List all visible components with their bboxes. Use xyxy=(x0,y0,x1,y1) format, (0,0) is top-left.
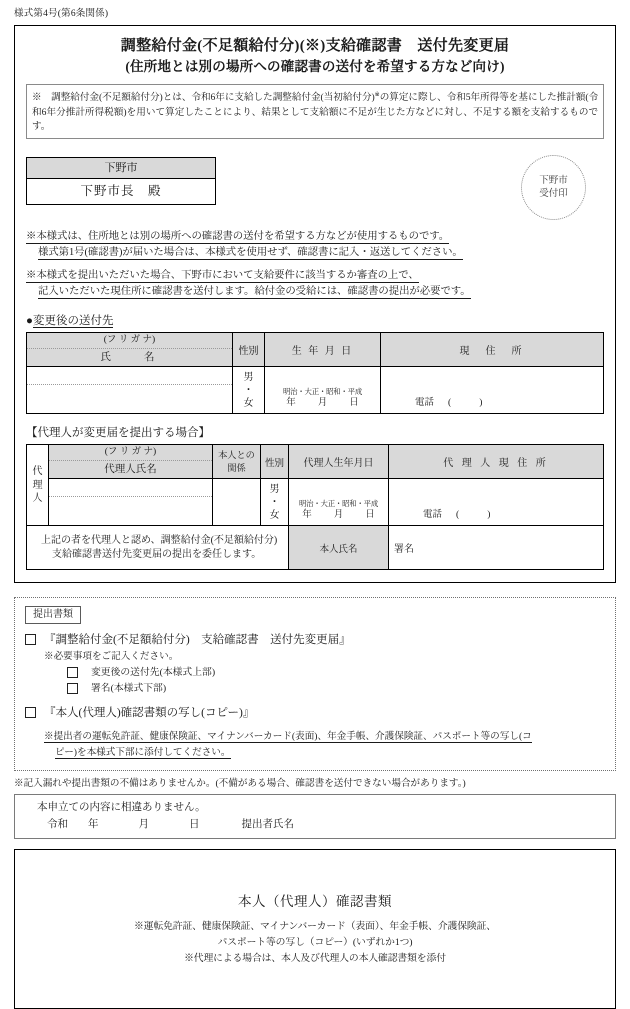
agent-era-options[interactable]: 明治・大正・昭和・平成 xyxy=(298,499,379,509)
addressee-row xyxy=(26,157,604,220)
agent-relation-header xyxy=(213,445,261,479)
page-title: 調整給付金(不足額給付分)(※)支給確認書 送付先変更届 xyxy=(120,38,510,54)
receipt-stamp-line2: 受付印 xyxy=(539,188,568,199)
agent-furigana-header: (フ リ ガ ナ) xyxy=(49,445,212,461)
document-item-1-note: ※必要事項をご記入ください。 xyxy=(44,651,179,663)
notice-text-2: 様式第1号(確認書)が届いた場合は、本様式を使用せず、確認書に記入・返送してください。 xyxy=(38,247,463,259)
checkbox-subitem-2[interactable] xyxy=(67,683,78,694)
recipient-tel-label: 電話 xyxy=(415,398,435,409)
agent-gender-female[interactable]: 女 xyxy=(269,509,280,521)
consign-statement xyxy=(27,526,289,570)
recipient-address-cell[interactable] xyxy=(381,367,604,414)
notice-line-3 xyxy=(26,268,604,284)
agent-row-label: 代 理 人 xyxy=(27,445,49,526)
agent-header-row xyxy=(27,445,604,479)
id-documents-line3: ※代理による場合は、本人及び代理人の本人確認書類を添付 xyxy=(184,953,446,965)
agent-day: 日 xyxy=(365,510,375,521)
agent-gender-cell[interactable] xyxy=(261,479,289,526)
agent-tel-row[interactable] xyxy=(389,509,603,525)
id-documents-line1: ※運転免許証、健康保険証、マイナンバーカード（表面）、年金手帳、介護保険証、 xyxy=(133,921,496,933)
agent-address-cell[interactable] xyxy=(389,479,604,526)
declaration-year: 年 xyxy=(88,819,99,831)
agent-name-header: 代理人氏名 xyxy=(104,464,157,476)
recipient-tel-row[interactable] xyxy=(381,397,603,413)
signature-cell[interactable] xyxy=(389,526,604,570)
agent-section-heading: 【代理人が変更届を提出する場合】 xyxy=(26,427,210,440)
recipient-heading-text: 変更後の送付先 xyxy=(32,315,114,328)
recipient-era-options[interactable]: 明治・大正・昭和・平成 xyxy=(282,387,363,397)
declaration-day: 日 xyxy=(189,819,200,831)
recipient-input-row xyxy=(27,367,604,414)
recipient-section-heading xyxy=(26,313,604,329)
document-item-2-label: 『本人(代理人)確認書類の写し(コピー)』 xyxy=(44,707,255,720)
principal-name-label: 本人氏名 xyxy=(289,526,389,570)
recipient-furigana-header: (フ リ ガ ナ) xyxy=(27,333,232,349)
agent-table xyxy=(26,444,604,570)
checkbox-document-2[interactable] xyxy=(25,707,36,718)
agent-relation-header-l2: 関係 xyxy=(227,462,246,473)
checkbox-subitem-1[interactable] xyxy=(67,667,78,678)
note-mark: ※ xyxy=(32,92,42,104)
recipient-year: 年 xyxy=(286,398,296,409)
notice-text-4: 記入いただいた現住所に確認書を送付します。給付金の受給には、確認書の提出が必要です。 xyxy=(38,286,471,298)
page-subtitle: (住所地とは別の場所への確認書の送付を希望する方など向け) xyxy=(125,59,505,74)
declaration-submitter-label: 提出者氏名 xyxy=(241,819,294,831)
recipient-furigana-input[interactable] xyxy=(27,367,232,385)
notice-line-1 xyxy=(26,229,604,245)
declaration-month: 月 xyxy=(138,819,149,831)
omission-warning: ※記入漏れや提出書類の不備はありませんか。(不備がある場合、確認書を送付できない場合があります。) xyxy=(14,778,466,790)
note-text-part2: の算定に際し、令和5年所得等を基にした推計額(令和6年分推計所得税額)を用いて算定したことにより、結果として支給額に不足が生じた方などに対し、不足する額を支給するものです。 xyxy=(32,92,598,132)
document-subitem-1-label: 変更後の送付先(本様式上部) xyxy=(91,667,216,679)
recipient-name-header-cell xyxy=(27,333,233,367)
recipient-tel-close: ) xyxy=(479,398,483,409)
agent-relation-cell[interactable] xyxy=(213,479,261,526)
receipt-stamp-line1: 下野市 xyxy=(539,175,568,186)
recipient-tel-open: ( xyxy=(448,398,452,409)
recipient-header-row xyxy=(27,333,604,367)
recipient-name-header: 氏 名 xyxy=(100,352,159,364)
notice-text-3: ※本様式を提出いただいた場合、下野市において支給要件に該当するか審査の上で、 xyxy=(26,270,419,282)
document-subitem-1[interactable] xyxy=(25,665,605,680)
agent-birthdate-header: 代理人生年月日 xyxy=(289,445,389,479)
recipient-month: 月 xyxy=(317,398,328,409)
form-id-label: 様式第4号(第6条関係) xyxy=(14,9,109,19)
document-subitem-2-label: 署名(本様式下部) xyxy=(91,683,167,695)
document-item-2-note-line1: ※提出者の運転免許証、健康保険証、マイナンバーカード(表面)、年金手帳、介護保険証、パスポート等の写し(コ xyxy=(44,731,532,743)
recipient-gender-sep: ・ xyxy=(243,384,254,396)
recipient-birthdate-header: 生 年 月 日 xyxy=(265,333,381,367)
recipient-day: 日 xyxy=(349,398,359,409)
recipient-gender-cell[interactable] xyxy=(233,367,265,414)
agent-name-header-cell xyxy=(49,445,213,479)
id-documents-attachment-box[interactable] xyxy=(14,849,616,1009)
document-item-1[interactable] xyxy=(25,632,605,649)
agent-tel-close: ) xyxy=(487,510,491,521)
main-form-box xyxy=(14,25,616,583)
agent-ymd[interactable] xyxy=(289,509,388,525)
notice-line-4 xyxy=(26,284,604,300)
declaration-statement: 本申立ての内容に相違ありません。 xyxy=(37,802,206,814)
recipient-heading-bullet: ● xyxy=(26,315,33,328)
agent-input-row xyxy=(27,479,604,526)
note-superscript: ※ xyxy=(374,92,380,98)
recipient-gender-male[interactable]: 男 xyxy=(243,371,254,383)
submission-documents-panel xyxy=(14,597,616,771)
agent-birthdate-cell[interactable] xyxy=(289,479,389,526)
addressee-city: 下野市 xyxy=(27,158,215,179)
recipient-address-header: 現 住 所 xyxy=(381,333,604,367)
recipient-table xyxy=(26,332,604,414)
declaration-era: 令和 xyxy=(47,819,68,831)
declaration-date-row[interactable] xyxy=(15,816,615,833)
agent-relation-header-l1: 本人との xyxy=(218,449,255,460)
agent-consign-row xyxy=(27,526,604,570)
document-item-2-note xyxy=(25,729,605,760)
agent-name-input-cell[interactable] xyxy=(49,479,213,526)
note-text-part1: 調整給付金(不足額給付分)とは、令和6年に支給した調整給付金(当初給付分) xyxy=(41,92,375,104)
addressee-box xyxy=(26,157,216,205)
agent-month: 月 xyxy=(333,510,344,521)
consign-line2: 支給確認書送付先変更届の提出を委任します。 xyxy=(52,548,262,560)
notice-line-2 xyxy=(26,245,604,261)
agent-gender-sep: ・ xyxy=(269,496,280,508)
id-documents-title: 本人（代理人）確認書類 xyxy=(238,894,392,910)
recipient-birthdate-cell[interactable] xyxy=(265,367,381,414)
submission-documents-tag: 提出書類 xyxy=(25,606,81,624)
agent-tel-label: 電話 xyxy=(423,510,443,521)
notice-block xyxy=(26,229,604,300)
recipient-gender-female[interactable]: 女 xyxy=(243,397,254,409)
recipient-name-input-cell[interactable] xyxy=(27,367,233,414)
document-item-2-note-line2 xyxy=(44,745,605,761)
document-subitem-2[interactable] xyxy=(25,681,605,696)
declaration-box xyxy=(14,794,616,839)
document-item-2-note-line2-text: ピー)を本様式下部に添付してください。 xyxy=(55,746,231,758)
recipient-gender-header: 性別 xyxy=(233,333,265,367)
recipient-ymd[interactable] xyxy=(265,397,380,413)
agent-furigana-input[interactable] xyxy=(49,479,212,497)
agent-address-header: 代 理 人 現 住 所 xyxy=(389,445,604,479)
id-documents-line2: パスポート等の写し（コピー）(いずれか1つ) xyxy=(217,937,413,949)
receipt-stamp-circle xyxy=(521,155,586,220)
signature-label: 署名 xyxy=(394,543,414,555)
document-item-1-label: 『調整給付金(不足額給付分) 支給確認書 送付先変更届』 xyxy=(44,634,351,647)
consign-line1: 上記の者を代理人と認め、調整給付金(不足額給付分) xyxy=(41,534,278,546)
agent-gender-header: 性別 xyxy=(261,445,289,479)
notice-text-1: ※本様式は、住所地とは別の場所への確認書の送付を希望する方などが使用するものです。 xyxy=(26,231,450,243)
checkbox-document-1[interactable] xyxy=(25,634,36,645)
agent-gender-male[interactable]: 男 xyxy=(269,483,280,495)
agent-tel-open: ( xyxy=(456,510,460,521)
addressee-mayor: 下野市長 殿 xyxy=(80,184,162,199)
agent-year: 年 xyxy=(302,510,312,521)
document-item-2[interactable] xyxy=(25,705,605,722)
explanatory-note-box xyxy=(26,84,604,139)
